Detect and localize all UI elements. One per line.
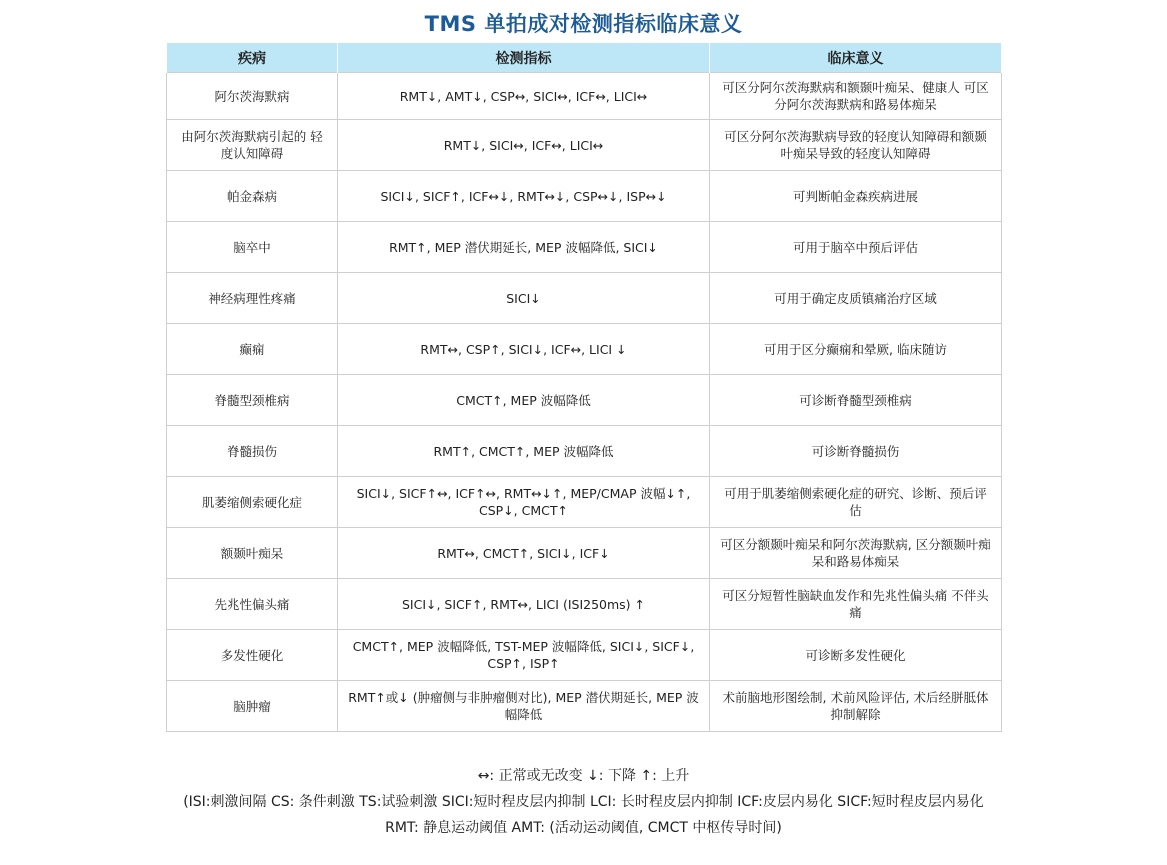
- page-title: TMS 单拍成对检测指标临床意义: [424, 12, 743, 36]
- disease-cell: 癫痫: [167, 324, 338, 375]
- table-row: [167, 222, 1002, 273]
- indicators-cell: SICI↓, SICF↑↔, ICF↑↔, RMT↔↓↑, MEP/CMAP 波幅↓↑, CSP↓, CMCT↑: [338, 477, 710, 528]
- significance-cell: 可用于区分癫痫和晕厥, 临床随访: [710, 324, 1002, 375]
- indicators-cell: RMT↓, AMT↓, CSP↔, SICI↔, ICF↔, LICI↔: [338, 73, 710, 120]
- table-row: [167, 120, 1002, 171]
- indicators-cell: RMT↔, CSP↑, SICI↓, ICF↔, LICI ↓: [338, 324, 710, 375]
- disease-cell: 帕金森病: [167, 171, 338, 222]
- indicators-cell: RMT↑或↓ (肿瘤侧与非肿瘤侧对比), MEP 潜伏期延长, MEP 波幅降低: [338, 681, 710, 732]
- tms-indicator-table: [166, 43, 1002, 732]
- table-row: [167, 426, 1002, 477]
- significance-cell: 可用于确定皮质镇痛治疗区域: [710, 273, 1002, 324]
- indicators-cell: SICI↓: [338, 273, 710, 324]
- indicators-cell: RMT↑, MEP 潜伏期延长, MEP 波幅降低, SICI↓: [338, 222, 710, 273]
- legend-symbols: ↔: 正常或无改变 ↓: 下降 ↑: 上升: [477, 768, 690, 784]
- disease-cell: 多发性硬化: [167, 630, 338, 681]
- header-disease: 疾病: [167, 43, 338, 73]
- table-row: [167, 273, 1002, 324]
- table-row: [167, 73, 1002, 120]
- disease-cell: 额颞叶痴呆: [167, 528, 338, 579]
- significance-cell: 可诊断脊髓型颈椎病: [710, 375, 1002, 426]
- significance-cell: 可区分短暂性脑缺血发作和先兆性偏头痛 不伴头痛: [710, 579, 1002, 630]
- significance-cell: 可用于肌萎缩侧索硬化症的研究、诊断、预后评估: [710, 477, 1002, 528]
- indicators-cell: RMT↓, SICI↔, ICF↔, LICI↔: [338, 120, 710, 171]
- legend-thresholds: RMT: 静息运动阈值 AMT: (活动运动阈值, CMCT 中枢传导时间): [385, 820, 782, 836]
- table-row: [167, 630, 1002, 681]
- significance-cell: 可判断帕金森疾病进展: [710, 171, 1002, 222]
- indicators-cell: RMT↔, CMCT↑, SICI↓, ICF↓: [338, 528, 710, 579]
- indicators-cell: SICI↓, SICF↑, ICF↔↓, RMT↔↓, CSP↔↓, ISP↔↓: [338, 171, 710, 222]
- indicators-cell: SICI↓, SICF↑, RMT↔, LICI (ISI250ms) ↑: [338, 579, 710, 630]
- table-row: [167, 171, 1002, 222]
- significance-cell: 可诊断多发性硬化: [710, 630, 1002, 681]
- disease-cell: 阿尔茨海默病: [167, 73, 338, 120]
- table-header-row: [167, 43, 1002, 73]
- disease-cell: 肌萎缩侧索硬化症: [167, 477, 338, 528]
- disease-cell: 脊髓损伤: [167, 426, 338, 477]
- indicators-cell: RMT↑, CMCT↑, MEP 波幅降低: [338, 426, 710, 477]
- significance-cell: 可区分额颞叶痴呆和阿尔茨海默病, 区分额颞叶痴呆和路易体痴呆: [710, 528, 1002, 579]
- significance-cell: 可区分阿尔茨海默病导致的轻度认知障碍和额颞叶痴呆导致的轻度认知障碍: [710, 120, 1002, 171]
- table-row: [167, 579, 1002, 630]
- significance-cell: 可用于脑卒中预后评估: [710, 222, 1002, 273]
- header-significance: 临床意义: [710, 43, 1002, 73]
- legend-abbreviations: (ISI:刺激间隔 CS: 条件刺激 TS:试验刺激 SICI:短时程皮层内抑制 LCI: 长时程皮层内抑制 ICF:皮层内易化 SICF:短时程皮层内易化: [183, 794, 984, 810]
- significance-cell: 术前脑地形图绘制, 术前风险评估, 术后经胼胝体抑制解除: [710, 681, 1002, 732]
- disease-cell: 神经病理性疼痛: [167, 273, 338, 324]
- table-row: [167, 324, 1002, 375]
- disease-cell: 脊髓型颈椎病: [167, 375, 338, 426]
- table-row: [167, 681, 1002, 732]
- table-row: [167, 477, 1002, 528]
- disease-cell: 由阿尔茨海默病引起的 轻度认知障碍: [167, 120, 338, 171]
- significance-cell: 可诊断脊髓损伤: [710, 426, 1002, 477]
- indicators-cell: CMCT↑, MEP 波幅降低: [338, 375, 710, 426]
- significance-cell: 可区分阿尔茨海默病和额颞叶痴呆、健康人 可区分阿尔茨海默病和路易体痴呆: [710, 73, 1002, 120]
- disease-cell: 先兆性偏头痛: [167, 579, 338, 630]
- disease-cell: 脑肿瘤: [167, 681, 338, 732]
- disease-cell: 脑卒中: [167, 222, 338, 273]
- indicators-cell: CMCT↑, MEP 波幅降低, TST-MEP 波幅降低, SICI↓, SICF↓, CSP↑, ISP↑: [338, 630, 710, 681]
- table-row: [167, 528, 1002, 579]
- header-indicators: 检测指标: [338, 43, 710, 73]
- table-row: [167, 375, 1002, 426]
